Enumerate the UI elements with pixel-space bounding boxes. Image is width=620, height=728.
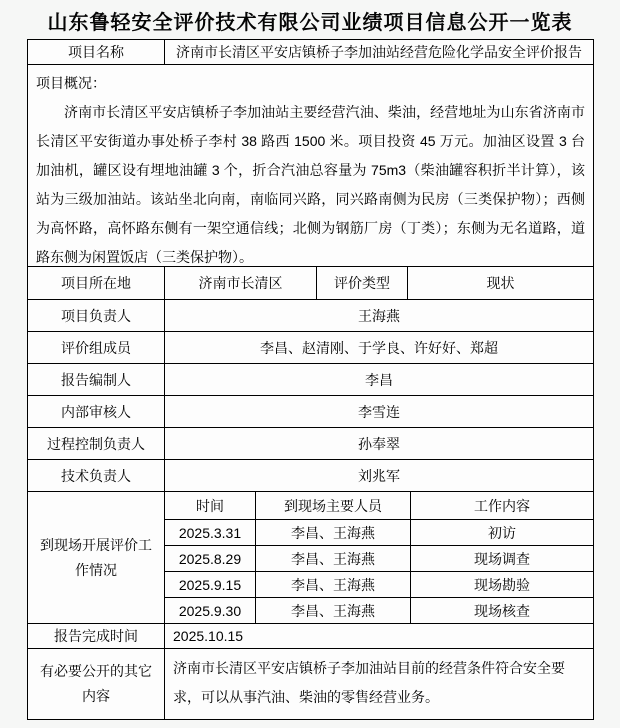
visit-work: 现场核查 [474,602,530,619]
technical-leader-value: 刘兆军 [358,467,400,484]
evaluation-type-label: 评价类型 [317,267,408,299]
project-name-label: 项目名称 [28,40,165,64]
visit-personnel: 李昌、王海燕 [256,520,411,545]
visit-work-header: 工作内容 [474,497,530,514]
row-site-visits [28,492,593,624]
report-author-value: 李昌 [365,371,393,388]
site-visit-row [165,520,593,546]
process-controller-value: 孙奉翠 [358,435,400,452]
internal-reviewer-label: 内部审核人 [28,396,165,427]
visit-date: 2025.3.31 [165,520,256,545]
row-evaluation-team [28,332,593,364]
row-overview [28,65,593,267]
overview-heading: 项目概况： [36,75,106,91]
row-report-author [28,364,593,396]
row-completion-date [28,624,593,649]
visit-date: 2025.9.15 [165,572,256,597]
row-other-content [28,649,593,719]
completion-date-label: 报告完成时间 [28,624,165,648]
site-visit-row [165,572,593,598]
evaluation-team-value: 李昌、赵清刚、于学良、许好好、郑超 [260,339,498,356]
other-content-value: 济南市长清区平安店镇桥子李加油站目前的经营条件符合安全要求，可以从事汽油、柴油的零售经营业务。 [173,660,565,705]
row-technical-leader [28,460,593,492]
overview-cell [28,65,593,266]
process-controller-label: 过程控制负责人 [28,428,165,459]
site-visits-label: 到现场开展评价工作情况 [28,492,165,623]
internal-reviewer-value: 李雪连 [358,403,400,420]
visit-personnel: 李昌、王海燕 [256,598,411,623]
visit-work: 初访 [488,524,516,541]
overview-text: 济南市长清区平安店镇桥子李加油站主要经营汽油、柴油，经营地址为山东省济南市长清区平安街道办事处桥子李村 38 路西 1500 米。项目投资 45 万元。加油区设置 3 台加油机，罐区设有埋地油罐 3 个，折合汽油总容量为 75m3（柴油罐容积折半计算），该站为三级加油站。该站坐北向南，南临同兴路，同兴路南侧为民房（三类保护物）；西侧为高怀路，高怀路东侧有一架空通信线；北侧为钢筋厂房（丁类）；东侧为无名道路，道路东侧为闲置饭店（三类保护物）。 [36,104,585,265]
visit-work: 现场调查 [474,550,530,567]
evaluation-type-value: 现状 [486,275,515,291]
site-visits-subtable [165,492,593,623]
evaluation-team-label: 评价组成员 [28,332,165,363]
project-leader-value: 王海燕 [358,307,400,324]
location-label: 项目所在地 [28,267,165,299]
visit-work: 现场勘验 [474,576,530,593]
site-visits-header-row [165,492,593,520]
project-info-table [27,39,594,720]
visit-personnel: 李昌、王海燕 [256,546,411,571]
visit-personnel: 李昌、王海燕 [256,572,411,597]
visit-date: 2025.8.29 [165,546,256,571]
location-value: 济南市长清区 [165,267,317,299]
row-location [28,267,593,300]
row-internal-reviewer [28,396,593,428]
other-content-label: 有必要公开的其它内容 [28,649,165,719]
visit-personnel-header: 到现场主要人员 [256,492,411,519]
site-visit-row [165,546,593,572]
project-name-value: 济南市长清区平安店镇桥子李加油站经营危险化学品安全评价报告 [176,44,582,60]
visit-time-header: 时间 [165,492,256,519]
row-process-controller [28,428,593,460]
row-project-leader [28,300,593,332]
site-visit-row [165,598,593,623]
visit-date: 2025.9.30 [165,598,256,623]
completion-date-value: 2025.10.15 [173,628,244,644]
technical-leader-label: 技术负责人 [28,460,165,491]
page-title: 山东鲁轻安全评价技术有限公司业绩项目信息公开一览表 [47,12,573,34]
row-project-name [28,40,593,65]
report-author-label: 报告编制人 [28,364,165,395]
project-leader-label: 项目负责人 [28,300,165,331]
